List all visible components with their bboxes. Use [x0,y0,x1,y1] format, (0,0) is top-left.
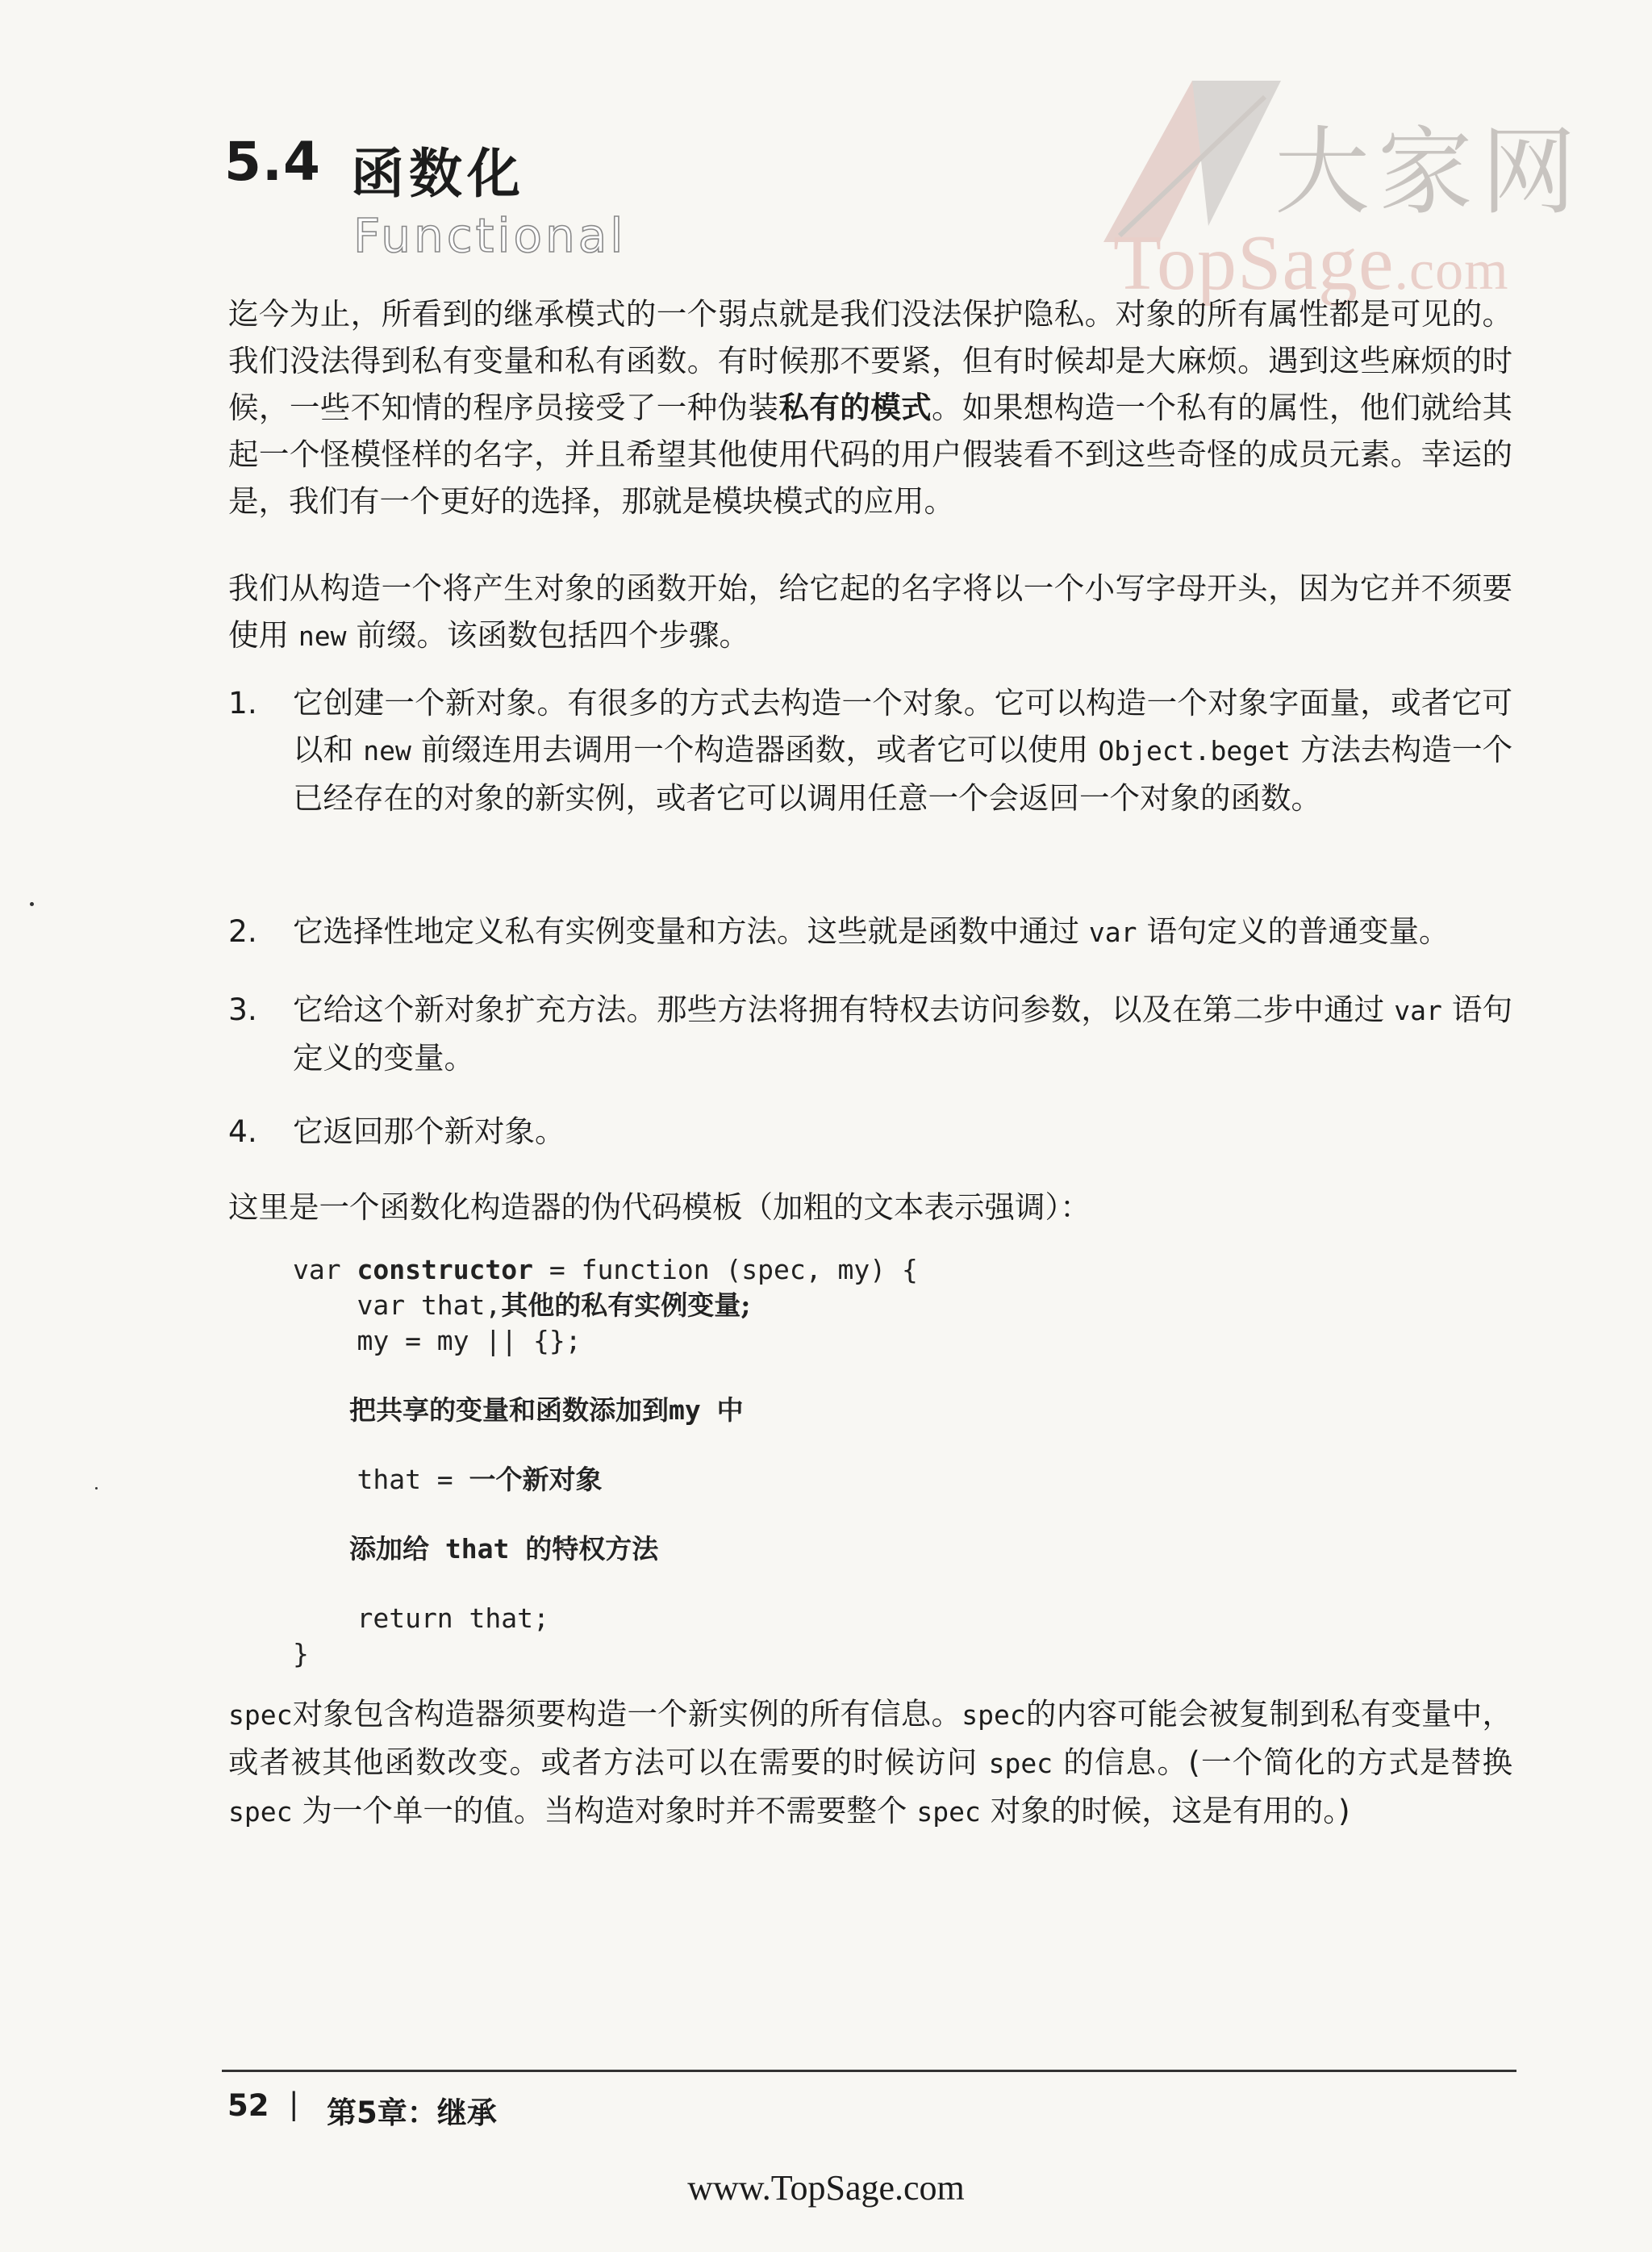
code-line-8: } [293,1638,309,1669]
code-line-3: my = my || {}; [293,1325,582,1356]
emphasis-private-pattern: 私有的模式 [778,390,932,425]
step-4-number: 4. [228,1113,257,1149]
step-2-text: 它选择性地定义私有实例变量和方法。这些就是函数中通过 var 语句定义的普通变量。 [293,913,1450,949]
watermark-english-text: TopSage.com [1113,219,1509,307]
code-line-5: that = 一个新对象 [293,1464,603,1495]
paragraph-privacy-weakness: 迄今为止，所看到的继承模式的一个弱点就是我们没法保护隐私。对象的所有属性都是可见的。我们没法得到私有变量和私有函数。有时候那不要紧，但有时候却是大麻烦。遇到这些麻烦的时候，一些不知情的程序员接受了一种伪装私有的模式。如果想构造一个私有的属性，他们就给其起一个怪模怪样的名字，并且希望其他使用代码的用户假装看不到这些奇怪的成员元素。幸运的是，我们有一个更好的选择，那就是模块模式的应用。 [228,296,1513,519]
step-1-number: 1. [228,685,257,721]
footer-separator: | [289,2087,299,2121]
scan-speck [30,902,34,906]
code-line-1: var constructor = function (spec, my) { [293,1254,918,1285]
code-line-4: 把共享的变量和函数添加到my 中 [349,1394,744,1426]
step-3-number: 3. [228,992,257,1027]
section-subtitle: Functional [353,208,627,263]
step-4-text: 它返回那个新对象。 [293,1113,565,1149]
scan-speck [95,1487,98,1489]
step-2-number: 2. [228,913,257,949]
code-line-7: return that; [293,1602,549,1634]
section-title: 函数化 [351,143,525,205]
paragraph-spec-object: spec对象包含构造器须要构造一个新实例的所有信息。spec的内容可能会被复制到私有变量中，或者被其他函数改变。或者方法可以在需要的时候访问 spec 的信息。(一个简化的方式是替换 spec 为一个单一的值。当构造对象时并不需要整个 spec 对象的时候，这是有用的。) [228,1696,1513,1828]
chapter-label: 第5章：继承 [327,2095,497,2130]
step-1-text: 它创建一个新对象。有很多的方式去构造一个对象。它可以构造一个对象字面量，或者它可以和 new 前缀连用去调用一个构造器函数，或者它可以使用 Object.beget 方法去构造一个已经存在的对象的新实例，或者它可以调用任意一个会返回一个对象的函数。 [293,685,1513,816]
code-line-6: 添加给 that 的特权方法 [349,1533,659,1565]
page-number: 52 [227,2088,269,2123]
watermark-chinese-text: 大家网 [1274,116,1585,228]
code-template-intro: 这里是一个函数化构造器的伪代码模板（加粗的文本表示强调）： [228,1189,1091,1225]
inline-code-new: new [298,620,347,652]
paragraph-function-intro: 我们从构造一个将产生对象的函数开始，给它起的名字将以一个小写字母开头，因为它并不须要使用 new 前缀。该函数包括四个步骤。 [228,570,1512,653]
section-number: 5.4 [224,131,321,193]
footer-rule [222,2070,1516,2072]
code-line-2: var that,其他的私有实例变量; [293,1289,751,1321]
step-3-text: 它给这个新对象扩充方法。那些方法将拥有特权去访问参数，以及在第二步中通过 var 语句定义的变量。 [293,992,1513,1076]
site-url: www.TopSage.com [687,2168,965,2208]
